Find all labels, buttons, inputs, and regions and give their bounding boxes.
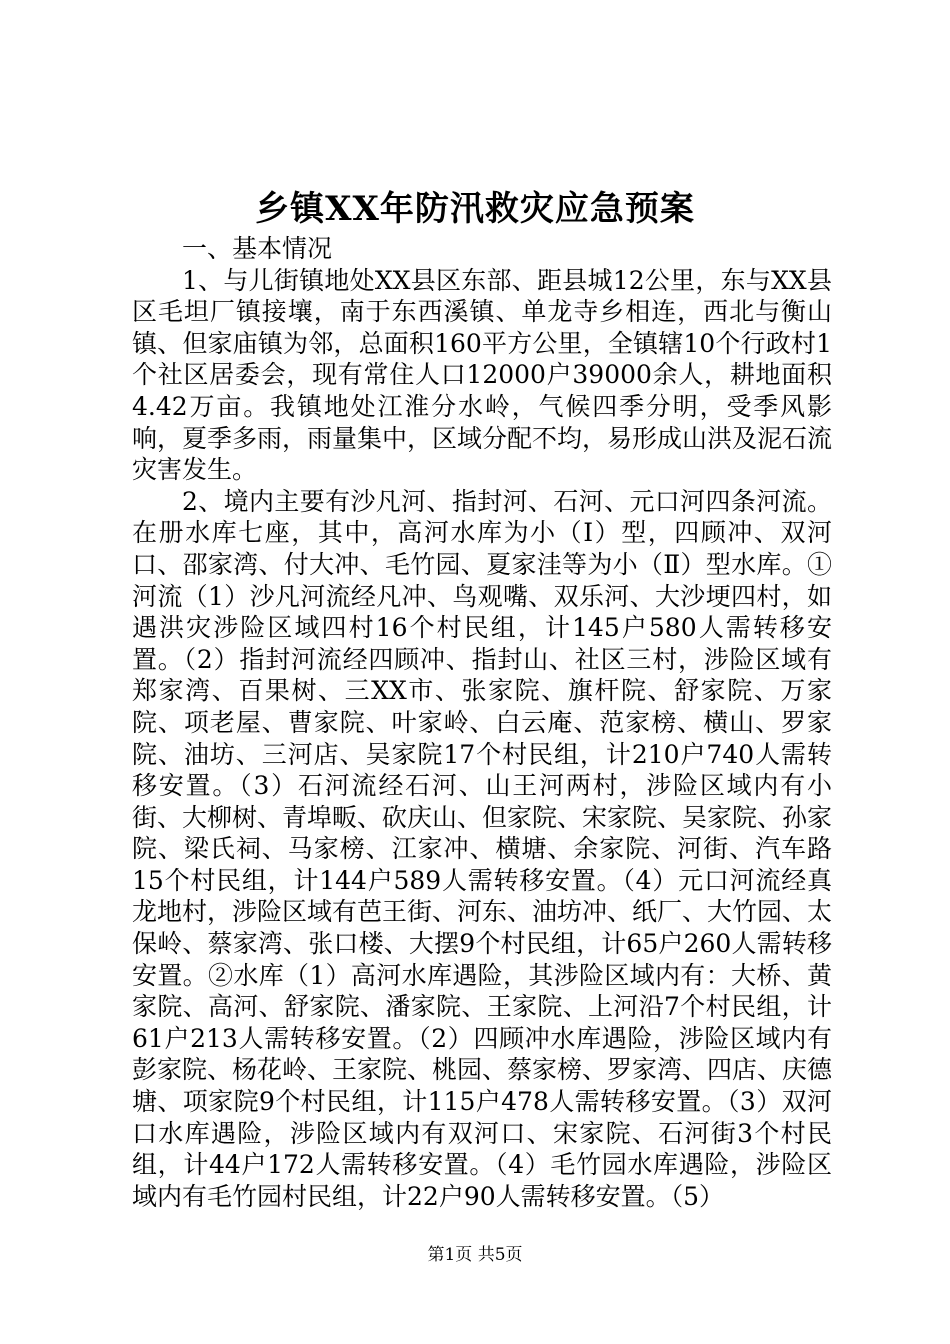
document-title: 乡镇XX年防汛救灾应急预案 [255,189,695,229]
document-body [132,233,832,1212]
paragraph-1: 1、与儿街镇地处XX县区东部、距县城12公里，东与XX县区毛坦厂镇接壤，南于东西溪镇、单龙寺乡相连，西北与衡山镇、但家庙镇为邻，总面积160平方公里，全镇辖10个行政村1个社区居委会，现有常住人口12000户39000余人，耕地面积4.42万亩。我镇地处江淮分水岭，气候四季分明，受季风影响，夏季多雨，雨量集中，区域分配不均，易形成山洪及泥石流灾害发生。 [132,265,833,485]
page-footer: 第1页 共5页 [427,1245,523,1265]
paragraph-2: 2、境内主要有沙凡河、指封河、石河、元口河四条河流。在册水库七座，其中，高河水库为小（Ⅰ）型，四顾冲、双河口、邵家湾、付大冲、毛竹园、夏家洼等为小（Ⅱ）型水库。①河流（1）沙凡河流经凡冲、鸟观嘴、双乐河、大沙埂四村，如遇洪灾涉险区域四村16个村民组，计145户580人需转移安置。（2）指封河流经四顾冲、指封山、社区三村，涉险区域有郑家湾、百果树、三XX市、张家院、旗杆院、舒家院、万家院、项老屋、曹家院、叶家岭、白云庵、范家榜、横山、罗家院、油坊、三河店、吴家院17个村民组，计210户740人需转移安置。（3）石河流经石河、山王河两村，涉险区域内有小街、大柳树、青埠畈、砍庆山、但家院、宋家院、吴家院、孙家院、梁氏祠、马家榜、江家冲、横塘、余家院、河街、汽车路15个村民组，计144户589人需转移安置。（4）元口河流经真龙地村，涉险区域有芭王街、河东、油坊冲、纸厂、大竹园、太保岭、蔡家湾、张口楼、大摆9个村民组，计65户260人需转移安置。②水库（1）高河水库遇险，其涉险区域内有：大桥、黄家院、高河、舒家院、潘家院、王家院、上河沿7个村民组，计61户213人需转移安置。（2）四顾冲水库遇险，涉险区域内有彭家院、杨花岭、王家院、桃园、蔡家榜、罗家湾、四店、庆德塘、项家院9个村民组，计115户478人需转移安置。（3）双河口水库遇险，涉险区域内有双河口、宋家院、石河街3个村民组，计44户172人需转移安置。（4）毛竹园水库遇险，涉险区域内有毛竹园村民组，计22户90人需转移安置。（5） [132,486,833,1211]
section-heading: 一、基本情况 [182,234,333,263]
